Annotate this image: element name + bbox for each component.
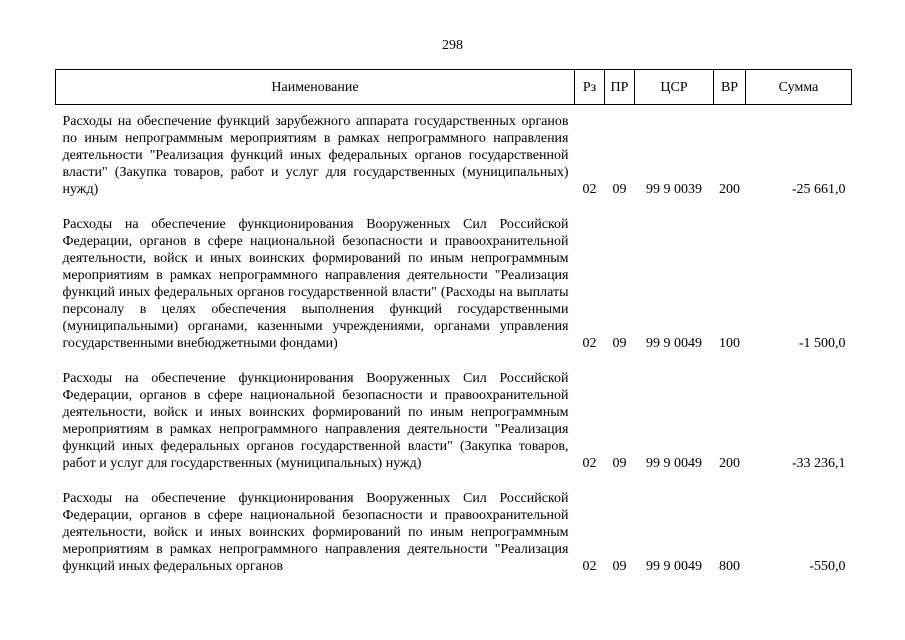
row-vr: 100	[719, 336, 740, 351]
row-pr: 09	[612, 456, 627, 471]
budget-table	[55, 69, 852, 575]
header-vr: ВР	[714, 70, 746, 105]
row-sum: -33 236,1	[791, 456, 846, 471]
row-pr: 09	[612, 182, 627, 197]
row-rz: 02	[582, 182, 597, 197]
table-row	[56, 364, 852, 472]
row-csr: 99 9 0049	[646, 456, 702, 471]
row-spacer	[56, 198, 852, 210]
row-sum: -25 661,0	[791, 182, 846, 197]
page-number: 298	[442, 38, 463, 53]
row-name: Расходы на обеспечение функций зарубежного аппарата государственных органов по иным непрограммным мероприятиям в рамках непрограммного направления деятельности "Реализация функций иных федеральных органов государственной власти" (Закупка товаров, работ и услуг для государственных (муниципальных) нужд)	[62, 114, 569, 197]
header-sum: Сумма	[746, 70, 852, 105]
row-vr: 800	[719, 559, 740, 574]
table-row	[56, 484, 852, 575]
row-name: Расходы на обеспечение функционирования Вооруженных Сил Российской Федерации, органов в сфере национальной безопасности и правоохранительной деятельности, войск и иных воинских формирований по иным непрограммным мероприятиям в рамках непрограммного направления деятельности "Реализация функций иных федеральных органов	[62, 491, 569, 574]
row-name: Расходы на обеспечение функционирования Вооруженных Сил Российской Федерации, органов в сфере национальной безопасности и правоохранительной деятельности, войск и иных воинских формирований по иным непрограммным мероприятиям в рамках непрограммного направления деятельности "Реализация функций иных федеральных органов государственной власти" (Расходы на выплаты персоналу в целях обеспечения выполнения функций государственными (муниципальными) органами, казенными учреждениями, органами управления государственными внебюджетными фондами)	[62, 217, 569, 351]
row-csr: 99 9 0039	[646, 182, 702, 197]
row-rz: 02	[582, 336, 597, 351]
header-csr: ЦСР	[635, 70, 714, 105]
row-rz: 02	[582, 456, 597, 471]
row-rz: 02	[582, 559, 597, 574]
header-pr: ПР	[605, 70, 635, 105]
row-csr: 99 9 0049	[646, 336, 702, 351]
table-row	[56, 210, 852, 352]
row-spacer	[56, 472, 852, 484]
row-sum: -550,0	[809, 559, 846, 574]
table-row	[56, 105, 852, 199]
row-name: Расходы на обеспечение функционирования Вооруженных Сил Российской Федерации, органов в сфере национальной безопасности и правоохранительной деятельности, войск и иных воинских формирований по иным непрограммным мероприятиям в рамках непрограммного направления деятельности "Реализация функций иных федеральных органов государственной власти" (Закупка товаров, работ и услуг для государственных (муниципальных) нужд)	[62, 371, 569, 471]
header-rz: Рз	[575, 70, 605, 105]
row-pr: 09	[612, 559, 627, 574]
table-header-row	[56, 70, 852, 105]
row-vr: 200	[719, 456, 740, 471]
header-name: Наименование	[56, 70, 575, 105]
row-sum: -1 500,0	[798, 336, 846, 351]
row-csr: 99 9 0049	[646, 559, 702, 574]
row-spacer	[56, 352, 852, 364]
row-pr: 09	[612, 336, 627, 351]
row-vr: 200	[719, 182, 740, 197]
